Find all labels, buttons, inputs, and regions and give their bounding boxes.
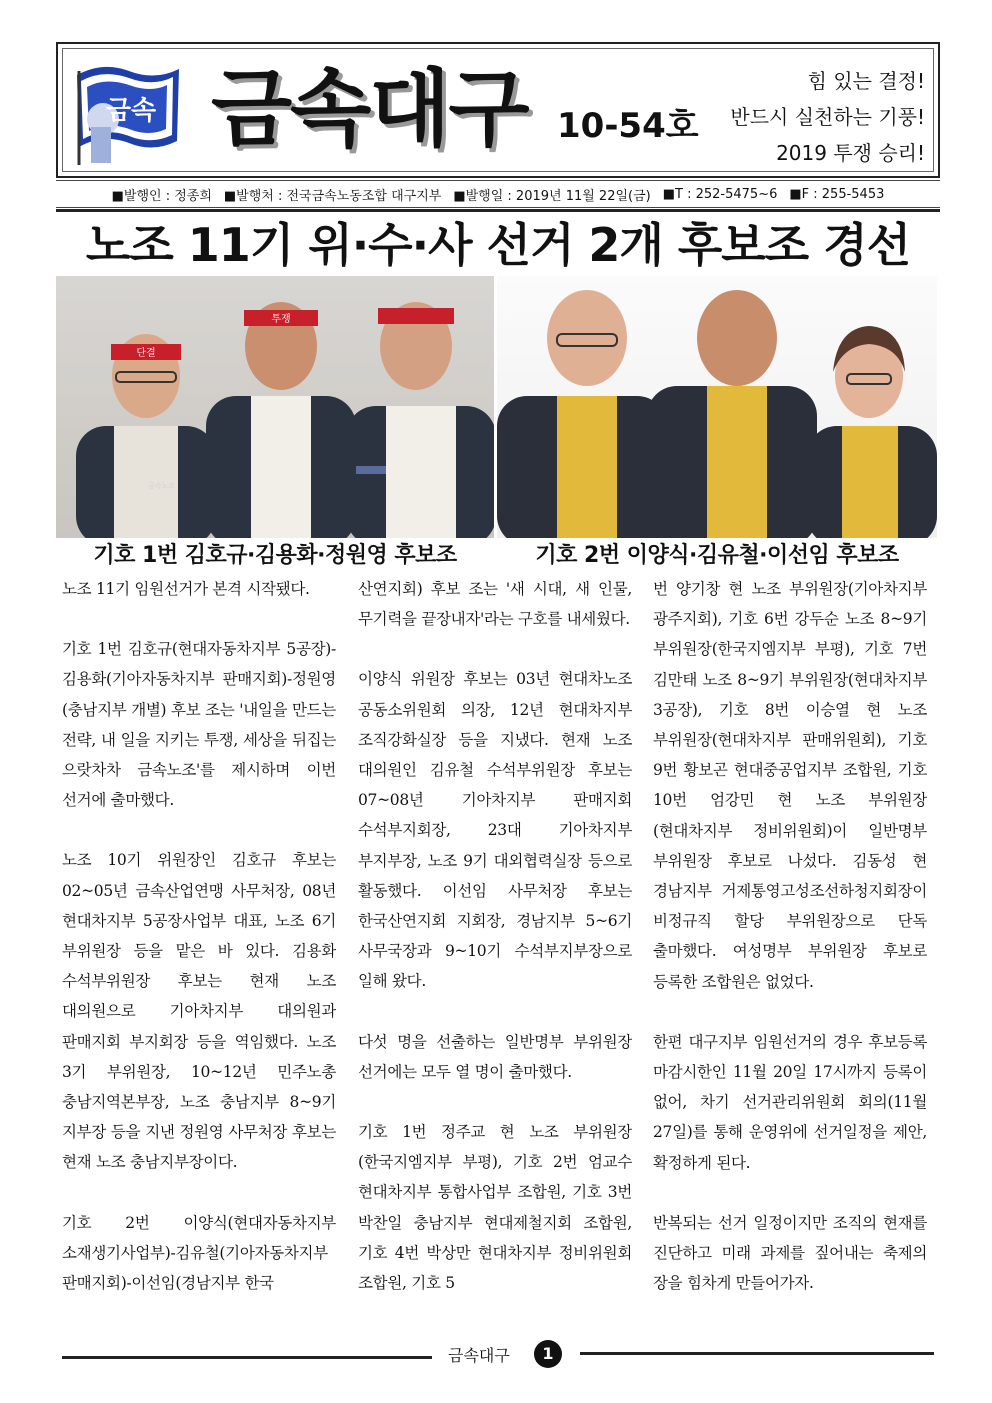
paragraph: 기호 1번 정주교 현 노조 부위원장(한국지엠지부 부평), 기호 2번 엄교수 현대차지부 통합사업부 조합원, 기호 3번 박찬일 충남지부 현대제철지회 조합원, 기호 4번 박상만 현대차지부 정비위원회 조합원, 기호 5 bbox=[358, 1123, 632, 1293]
divider bbox=[56, 209, 940, 212]
article-column-3 bbox=[653, 574, 927, 1344]
logo-text: 금속 bbox=[105, 96, 157, 126]
page-number: 1 bbox=[534, 1340, 562, 1368]
photo-caption-1: 기호 1번 김호규·김용화·정원영 후보조 bbox=[93, 543, 457, 568]
candidate-group-2-illustration bbox=[497, 276, 937, 538]
headband-text: 투쟁 bbox=[271, 314, 291, 325]
issue-number: 10-54호 bbox=[557, 106, 699, 146]
candidate-photo-1 bbox=[56, 276, 494, 538]
headband-text: 단결 bbox=[136, 348, 156, 359]
footer-newspaper-name: 금속대구 bbox=[448, 1346, 510, 1365]
masthead bbox=[56, 42, 940, 178]
publisher: ■발행인 : 정종희 bbox=[111, 188, 212, 204]
candidate-photo-2 bbox=[497, 276, 937, 538]
telephone: ■T : 252-5475~6 bbox=[662, 186, 778, 202]
headline: 노조 11기 위·수·사 선거 2개 후보조 경선 bbox=[85, 218, 911, 272]
paragraph: 번 양기창 현 노조 부위원장(기아차지부 광주지회), 기호 6번 강두순 노조 8~9기 부위원장(한국지엠지부 부평), 기호 7번 김만태 노조 8~9기 부위원장(현대차지부 3공장), 기호 8번 이승열 현 노조 부위원장(현대차지부 판매위원회), 기호 9번 황보곤 현대중공업지부 조합원, 기호 10번 엄강민 현 노조 부위원장(현대차지부 정비위원회)이 일반명부 부위원장 후보로 나섰다. 김동성 현 경남지부 거제통영고성조선하청지회장이 비정규직 할당 부위원장으로 단독 출마했다. 여성명부 부위원장 후보로 등록한 조합원은 없었다. bbox=[653, 580, 927, 991]
paragraph: 노조 10기 위원장인 김호규 후보는 02~05년 금속산업연맹 사무처장, 08년 현대차지부 5공장사업부 대표, 노조 6기 부위원장 등을 맡은 바 있다. 김용화 수석부위원장 후보는 현재 노조 대의원으로 기아차지부 대의원과 판매지회 부지회장 등을 역임했다. 노조 3기 부위원장, 10~12년 민주노총 충남지역본부장, 노조 충남지부 8~9기 지부장 등을 지낸 정원영 사무처장 후보는 현재 노조 충남지부장이다. bbox=[62, 851, 336, 1172]
footer-rule-left bbox=[62, 1356, 432, 1359]
photo-caption-2: 기호 2번 이양식·김유철·이선임 후보조 bbox=[535, 543, 899, 568]
fax: ■F : 255-5453 bbox=[789, 186, 885, 202]
candidate-group-1-illustration bbox=[56, 276, 494, 538]
paragraph: 기호 1번 김호규(현대자동차지부 5공장)-김용화(기아자동차지부 판매지회)-정원영(충남지부 개별) 후보 조는 '내일을 만드는 전략, 내 일을 지키는 투쟁, 세상을 뒤집는 으랏차차 금속노조'를 제시하며 이번 선거에 출마했다. bbox=[62, 640, 336, 810]
paragraph: 다섯 명을 선출하는 일반명부 부위원장 선거에는 모두 열 명이 출마했다. bbox=[358, 1032, 632, 1081]
slogan-line: 2019 투쟁 승리! bbox=[776, 141, 925, 165]
article-column-2 bbox=[358, 574, 632, 1344]
union-flag-logo bbox=[73, 57, 183, 169]
slogan-line: 반드시 실천하는 기풍! bbox=[730, 105, 925, 129]
paragraph: 기호 2번 이양식(현대자동차지부 소재생기사업부)-김유철(기아자동차지부 판매지회)-이선임(경남지부 한국 bbox=[62, 1213, 336, 1293]
paragraph: 반복되는 선거 일정이지만 조직의 현재를 진단하고 미래 과제를 짚어내는 축제의 장을 힘차게 만들어가자. bbox=[653, 1213, 927, 1293]
slogan-line: 힘 있는 결정! bbox=[807, 69, 925, 93]
newspaper-title: 금속대구 bbox=[211, 60, 528, 158]
vest-logo: 금속노조 bbox=[148, 482, 176, 490]
slogans bbox=[695, 63, 925, 171]
publication-info-bar bbox=[56, 180, 940, 208]
publish-date: ■발행일 : 2019년 11월 22일(금) bbox=[453, 188, 651, 204]
article-column-1 bbox=[62, 574, 336, 1344]
paragraph: 한편 대구지부 임원선거의 경우 후보등록 마감시한인 11월 20일 17시까지 등록이 없어, 차기 선거관리위원회 회의(11월 27일)를 통해 운영위에 선거일정을 제안, 확정하게 된다. bbox=[653, 1032, 927, 1172]
paragraph: 산연지회) 후보 조는 '새 시대, 새 인물, 무기력을 끝장내자'라는 구호를 내세웠다. bbox=[358, 580, 632, 629]
paragraph: 노조 11기 임원선거가 본격 시작됐다. bbox=[62, 580, 310, 598]
paragraph: 이양식 위원장 후보는 03년 현대차노조 공동소위원회 의장, 12년 현대차지부 조직강화실장 등을 지냈다. 현재 노조 대의원인 김유철 수석부위원장 후보는 07~08년 기아차지부 판매지회 수석부지회장, 23대 기아차지부 부지부장, 노조 9기 대외협력실장 등으로 활동했다. 이선임 사무처장 후보는 한국산연지회 지회장, 경남지부 5~6기 사무국장과 9~10기 수석부지부장으로 일해 왔다. bbox=[358, 670, 632, 991]
page-footer bbox=[62, 1340, 934, 1374]
issuer: ■발행처 : 전국금속노동조합 대구지부 bbox=[223, 188, 442, 204]
footer-rule-right bbox=[580, 1352, 934, 1355]
masthead-frame bbox=[62, 48, 934, 172]
